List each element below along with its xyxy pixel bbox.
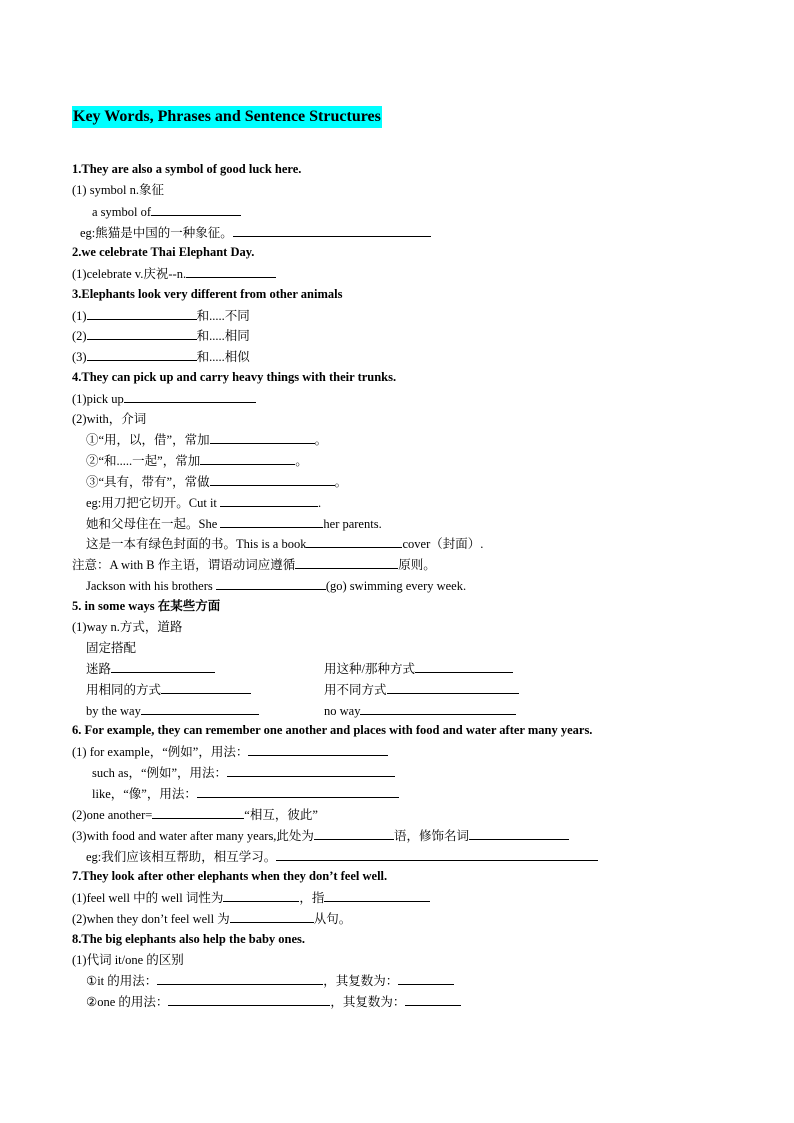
answer-blank[interactable] bbox=[306, 535, 402, 548]
s6-f-text: eg:我们应该相互帮助，相互学习。 bbox=[86, 850, 277, 864]
s1-line-c bbox=[80, 224, 431, 241]
s6-d-end: “相互，彼此” bbox=[244, 808, 318, 822]
s4-eg2-text: 她和父母住在一起。She bbox=[86, 517, 218, 531]
s5-row-3-right bbox=[324, 702, 516, 719]
s4-line-c1 bbox=[86, 431, 327, 448]
period: 。 bbox=[334, 475, 348, 489]
s8-c-text: ②one 的用法： bbox=[86, 995, 169, 1009]
section-3-heading: 3.Elephants look very different from other animals bbox=[72, 287, 343, 301]
s3-item-num: (3) bbox=[72, 350, 87, 364]
answer-blank[interactable] bbox=[111, 660, 215, 673]
section-7-heading: 7.They look after other elephants when they don’t feel well. bbox=[72, 869, 388, 883]
section-6-heading: 6. For example, they can remember one another and places with food and water after many years. bbox=[72, 723, 593, 737]
section-8-heading: 8.The big elephants also help the baby ones. bbox=[72, 932, 306, 946]
answer-blank[interactable] bbox=[210, 473, 335, 486]
s5-r1l-text: 迷路 bbox=[86, 662, 112, 676]
answer-blank[interactable] bbox=[151, 203, 241, 216]
answer-blank[interactable] bbox=[161, 681, 251, 694]
s4-note-text: 注意：A with B 作主语，谓语动词应遵循 bbox=[72, 558, 296, 572]
s1-line-b bbox=[92, 203, 241, 220]
s6-e-mid: 语，修饰名词 bbox=[393, 829, 469, 843]
s3-item-3 bbox=[72, 348, 250, 365]
s4-eg3 bbox=[86, 535, 483, 552]
s6-line-c bbox=[92, 785, 399, 802]
answer-blank[interactable] bbox=[197, 785, 399, 798]
answer-blank[interactable] bbox=[220, 494, 318, 507]
s4-eg4-text: Jackson with his brothers bbox=[86, 579, 213, 593]
answer-blank[interactable] bbox=[168, 993, 330, 1006]
s4-line-c3 bbox=[86, 473, 347, 490]
answer-blank[interactable] bbox=[87, 348, 197, 361]
answer-blank[interactable] bbox=[415, 660, 513, 673]
answer-blank[interactable] bbox=[360, 702, 516, 715]
answer-blank[interactable] bbox=[398, 972, 454, 985]
s5-r3r-text: no way bbox=[324, 704, 361, 718]
s5-r1r-text: 用这种/那种方式 bbox=[324, 662, 415, 676]
s8-b-text: ①it 的用法： bbox=[86, 974, 158, 988]
s3-item-text: 和.....相似 bbox=[196, 350, 250, 364]
s6-line-b bbox=[92, 764, 395, 781]
section-4-heading: 4.They can pick up and carry heavy things with their trunks. bbox=[72, 370, 397, 384]
s4-c2-text: ②“和.....一起”，常加 bbox=[86, 454, 201, 468]
s7-a-mid: ，指 bbox=[299, 891, 325, 905]
section-2-heading: 2.we celebrate Thai Elephant Day. bbox=[72, 245, 255, 259]
s6-d-text: (2)one another= bbox=[72, 808, 153, 822]
answer-blank[interactable] bbox=[157, 972, 323, 985]
answer-blank[interactable] bbox=[210, 431, 315, 444]
answer-blank[interactable] bbox=[152, 806, 244, 819]
s5-row-1-left bbox=[86, 660, 215, 677]
s7-a-text: (1)feel well 中的 well 词性为 bbox=[72, 891, 224, 905]
answer-blank[interactable] bbox=[405, 993, 461, 1006]
s3-item-num: (1) bbox=[72, 309, 87, 323]
s4-note bbox=[72, 556, 436, 573]
answer-blank[interactable] bbox=[248, 743, 388, 756]
s6-line-a bbox=[72, 743, 388, 760]
period: . bbox=[318, 496, 322, 510]
s4-eg3-end: cover（封面）. bbox=[402, 537, 484, 551]
s4-a-text: (1)pick up bbox=[72, 392, 124, 406]
s6-line-d bbox=[72, 806, 318, 823]
answer-blank[interactable] bbox=[276, 848, 598, 861]
s5-row-1-right bbox=[324, 660, 513, 677]
answer-blank[interactable] bbox=[324, 889, 430, 902]
section-1-heading: 1.They are also a symbol of good luck here. bbox=[72, 162, 302, 176]
s2-a-text: (1)celebrate v.庆祝--n. bbox=[72, 267, 187, 281]
s4-eg1-text: eg:用刀把它切开。Cut it bbox=[86, 496, 217, 510]
s4-line-b: (2)with，介词 bbox=[72, 412, 147, 426]
answer-blank[interactable] bbox=[87, 327, 197, 340]
s4-note-end: 原则。 bbox=[398, 558, 436, 572]
answer-blank[interactable] bbox=[141, 702, 259, 715]
s7-line-a bbox=[72, 889, 430, 906]
s3-item-2 bbox=[72, 327, 250, 344]
page-title: Key Words, Phrases and Sentence Structures bbox=[72, 106, 382, 128]
s4-eg3-text: 这是一本有绿色封面的书。This is a book bbox=[86, 537, 307, 551]
answer-blank[interactable] bbox=[200, 452, 295, 465]
s5-r2r-text: 用不同方式 bbox=[324, 683, 387, 697]
s5-row-3-left bbox=[86, 702, 259, 719]
answer-blank[interactable] bbox=[216, 577, 326, 590]
answer-blank[interactable] bbox=[233, 224, 431, 237]
s4-line-c2 bbox=[86, 452, 308, 469]
s8-line-a: (1)代词 it/one 的区别 bbox=[72, 953, 184, 967]
period: 。 bbox=[295, 454, 308, 468]
answer-blank[interactable] bbox=[295, 556, 398, 569]
answer-blank[interactable] bbox=[124, 390, 256, 403]
s6-b-text: such as，“例如”，用法： bbox=[92, 766, 228, 780]
s5-r3l-text: by the way bbox=[86, 704, 141, 718]
s4-eg4 bbox=[86, 577, 466, 594]
s1-line-a: (1) symbol n.象征 bbox=[72, 183, 165, 197]
s5-line-a: (1)way n.方式，道路 bbox=[72, 620, 183, 634]
section-5-heading: 5. in some ways 在某些方面 bbox=[72, 599, 221, 613]
answer-blank[interactable] bbox=[227, 764, 395, 777]
s3-item-text: 和.....不同 bbox=[196, 309, 250, 323]
answer-blank[interactable] bbox=[87, 307, 197, 320]
answer-blank[interactable] bbox=[387, 681, 519, 694]
s4-c1-text: ①“用，以，借”，常加 bbox=[86, 433, 210, 447]
s6-a-text: (1) for example，“例如”，用法： bbox=[72, 745, 249, 759]
s3-item-text: 和.....相同 bbox=[196, 329, 250, 343]
s5-line-b: 固定搭配 bbox=[86, 641, 137, 655]
s7-line-b bbox=[72, 910, 351, 927]
s5-row-2-left bbox=[86, 681, 251, 698]
s2-line-a bbox=[72, 265, 276, 282]
s4-line-a bbox=[72, 390, 256, 407]
s6-line-f bbox=[86, 848, 598, 865]
s8-line-c bbox=[86, 993, 461, 1010]
s4-eg2 bbox=[86, 515, 382, 532]
s4-eg4-end: (go) swimming every week. bbox=[325, 579, 467, 593]
s1-b-text: a symbol of bbox=[92, 205, 152, 219]
s8-c-mid: ，其复数为： bbox=[330, 995, 406, 1009]
answer-blank[interactable] bbox=[186, 265, 276, 278]
s6-e-text: (3)with food and water after many years,此处为 bbox=[72, 829, 314, 843]
answer-blank[interactable] bbox=[220, 515, 323, 528]
s6-c-text: like，“像”，用法： bbox=[92, 787, 197, 801]
answer-blank[interactable] bbox=[223, 889, 299, 902]
answer-blank[interactable] bbox=[230, 910, 314, 923]
s3-item-num: (2) bbox=[72, 329, 87, 343]
s4-c3-text: ③“具有，带有”，常做 bbox=[86, 475, 210, 489]
s5-row-2-right bbox=[324, 681, 519, 698]
answer-blank[interactable] bbox=[469, 827, 569, 840]
s6-line-e bbox=[72, 827, 569, 844]
s5-r2l-text: 用相同的方式 bbox=[86, 683, 162, 697]
s8-b-mid: ，其复数为： bbox=[323, 974, 399, 988]
s7-b-end: 从句。 bbox=[313, 912, 352, 926]
s8-line-b bbox=[86, 972, 454, 989]
period: 。 bbox=[314, 433, 328, 447]
answer-blank[interactable] bbox=[314, 827, 394, 840]
s1-c-text: eg:熊猫是中国的一种象征。 bbox=[80, 226, 233, 240]
s7-b-text: (2)when they don’t feel well 为 bbox=[72, 912, 230, 926]
s4-eg2-end: her parents. bbox=[323, 517, 382, 531]
s4-eg1 bbox=[86, 494, 321, 511]
s3-item-1 bbox=[72, 307, 250, 324]
